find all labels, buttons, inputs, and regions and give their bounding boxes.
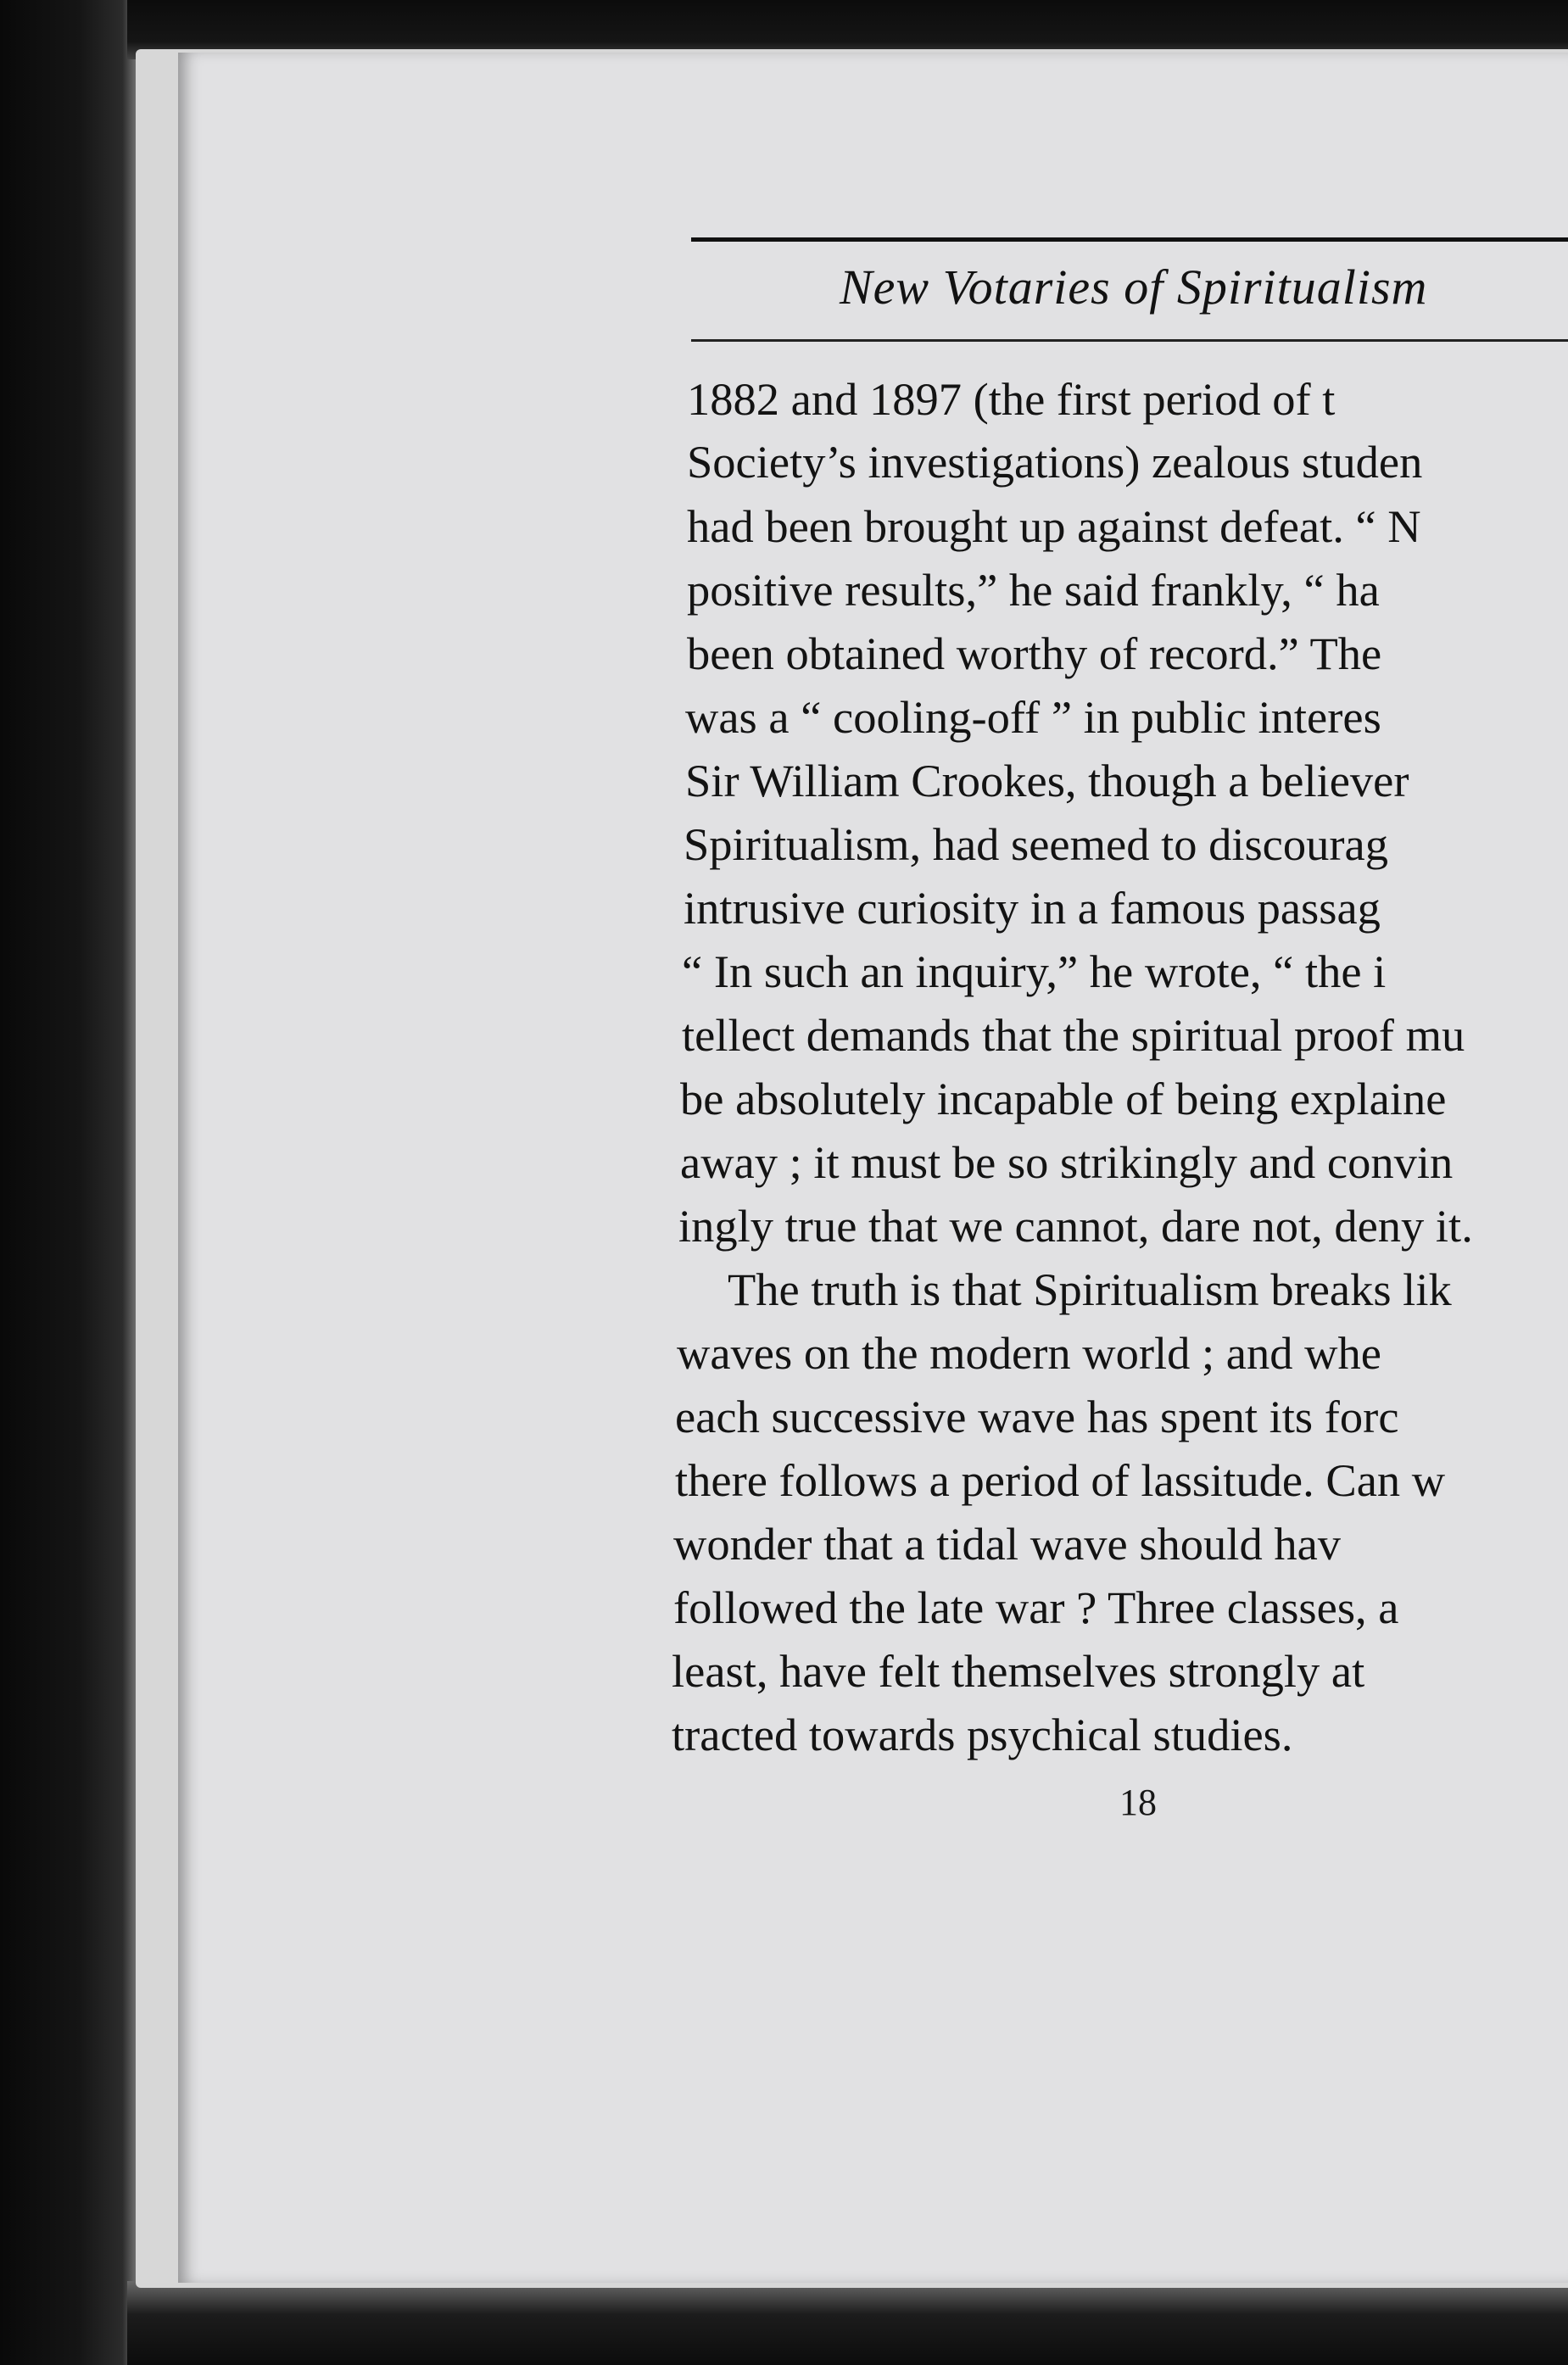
text-line: waves on the modern world ; and whe	[677, 1327, 1381, 1379]
text-line: intrusive curiosity in a famous passag	[684, 882, 1381, 934]
text-line: The truth is that Spiritualism breaks lik	[728, 1263, 1452, 1315]
text-line: tracted towards psychical studies.	[672, 1709, 1293, 1760]
header-top-rule	[691, 237, 1568, 242]
scan-bottom-border	[127, 2281, 1568, 2365]
text-line: was a “ cooling-off ” in public interes	[685, 691, 1381, 743]
text-line: “ In such an inquiry,” he wrote, “ the i	[682, 945, 1387, 997]
text-line: ingly true that we cannot, dare not, deny it.	[678, 1200, 1473, 1252]
text-line: there follows a period of lassitude. Can w	[675, 1454, 1446, 1506]
text-line: away ; it must be so strikingly and convin	[680, 1136, 1454, 1188]
text-line: least, have felt themselves strongly at	[672, 1645, 1365, 1697]
text-line: tellect demands that the spiritual proof mu	[682, 1009, 1465, 1061]
header-bottom-rule	[691, 339, 1568, 342]
running-head: New Votaries of Spiritualism	[840, 259, 1428, 315]
text-line: positive results,” he said frankly, “ ha	[687, 564, 1380, 616]
text-line: had been brought up against defeat. “ N	[687, 500, 1421, 552]
text-line: Society’s investigations) zealous studen	[687, 436, 1423, 488]
text-line: each successive wave has spent its forc	[675, 1391, 1399, 1442]
text-line: wonder that a tidal wave should hav	[673, 1518, 1342, 1570]
text-line: be absolutely incapable of being explaine	[680, 1073, 1447, 1124]
text-line: Spiritualism, had seemed to discourag	[684, 818, 1388, 870]
book-spine-edge	[0, 0, 144, 2365]
text-line: been obtained worthy of record.” The	[687, 628, 1382, 679]
text-line: 1882 and 1897 (the first period of t	[687, 373, 1336, 425]
text-line: followed the late war ? Three classes, a	[673, 1581, 1399, 1633]
page-number: 18	[1119, 1782, 1157, 1823]
text-line: Sir William Crookes, though a believer	[685, 755, 1409, 806]
